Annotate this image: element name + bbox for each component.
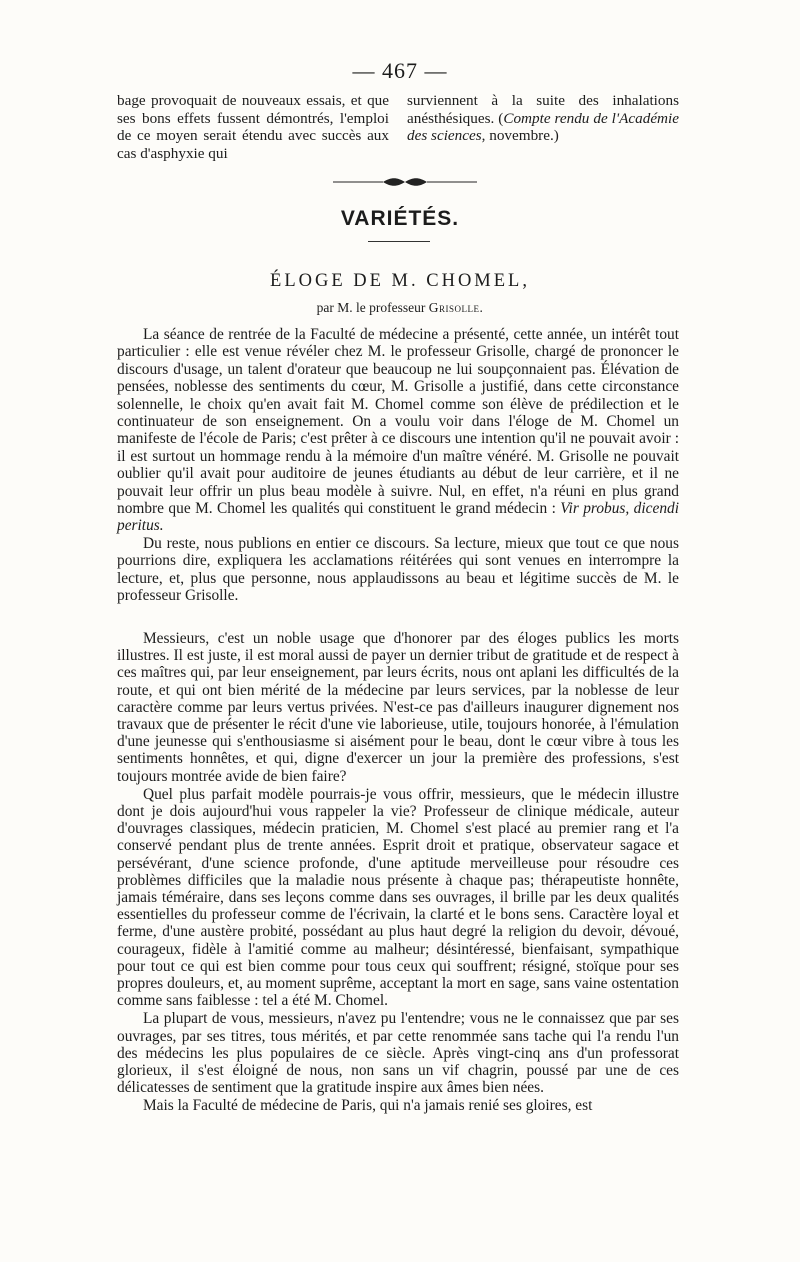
- left-column: [117, 92, 389, 162]
- byline-prefix: par M. le professeur: [316, 300, 426, 315]
- intro-paragraph: [117, 326, 679, 535]
- right-column-text: surviennent à la suite des inhalations anésthésiques. (: [407, 92, 679, 127]
- right-column-citation: Compte rendu de l'Académie des sciences: [407, 109, 679, 145]
- right-column-paragraph: [407, 92, 679, 145]
- intro-paragraph: Du reste, nous publions en entier ce discours. Sa lecture, mieux que tout ce que nous pourrions dire, expliquera les acclamations réitérées qui sont venues en interrompre la lecture, et, plus que personne, nous applaudissons au beau et légitime succès de M. le professeur Grisolle.: [117, 534, 679, 605]
- ornament-divider: [333, 175, 477, 189]
- continued-text-columns: [117, 92, 679, 162]
- byline-author: Grisolle.: [428, 300, 484, 315]
- latin-motto: Vir probus, dicendi peritus.: [117, 500, 679, 535]
- speech-paragraph: Messieurs, c'est un noble usage que d'honorer par des éloges publics les morts illustres. Il est juste, il est moral aussi de payer un dernier tribut de gratitude et de respect à ces maîtres qui, par leur enseignement, par leurs écrits, nous ont aplani les difficultés de la route, et qui ont bien mérité de la médecine par leurs services, par la noblesse de leur caractère comme par leurs vertus privées. N'est-ce pas d'ailleurs inaugurer dignement nos travaux que de présenter le récit d'une vie laborieuse, utile, toujours honorée, à l'émulation d'une jeunesse qui s'enthousiasme si aisément pour le beau, dont le cœur vibre à tous les sentiments honnêtes, et qui, digne d'exercer un jour la première des professions, s'est toujours montrée avide de bien faire?: [117, 630, 679, 785]
- left-column-text: bage provoquait de nouveaux essais, et que ses bons effets fussent démontrés, l'emploi de ce moyen serait étendu avec succès aux cas d'asphyxie qui: [117, 92, 389, 162]
- speech-paragraph: Mais la Faculté de médecine de Paris, qui n'a jamais renié ses gloires, est: [143, 1097, 593, 1115]
- speech-paragraph: Quel plus parfait modèle pourrais-je vous offrir, messieurs, que le médecin illustre dont je dois aujourd'hui vous rappeler la vie? Professeur de clinique médicale, auteur d'ouvrages classiques, médecin praticien, M. Chomel s'est placé au premier rang et l'a conservé pendant plus de trente années. Esprit droit et pratique, observateur sagace et persévérant, d'une science profonde, d'une aptitude merveilleuse pour résoudre ces problèmes difficiles que la maladie nous présente à chaque pas; thérapeutiste honnête, jamais téméraire, dans ses leçons comme dans ses ouvrages, il brille par les deux qualités essentielles du professeur comme de l'écrivain, la clarté et le bons sens. Caractère loyal et ferme, d'une austère probité, possédant au plus haut degré la religion du devoir, dévoué, courageux, fidèle à l'amitié comme au malheur; désintéressé, bienfaisant, sympathique pour tout ce qui est bien comme pour tous ceux qui souffrent; résigné, stoïque pour ses propres douleurs, et, au moment suprême, acceptant la mort en sage, sans vaine ostentation comme sans faiblesse : tel a été M. Chomel.: [117, 785, 679, 1010]
- speech-text: [117, 630, 679, 1116]
- title-rule: [368, 241, 430, 242]
- page-number: — 467 —: [352, 58, 448, 83]
- intro-paragraph-text: La séance de rentrée de la Faculté de médecine a présenté, cette année, un intérêt tout particulier : elle est venue révéler chez M. le professeur Grisolle, chargé de prononcer le discours d'usage, un talent d'orateur que beaucoup ne lui soupçonnaient pas. Élévation de pensées, noblesse des sentiments du cœur, M. Grisolle a justifié, dans cette circonstance solennelle, le choix qu'en avait fait M. Chomel comme son élève de prédilection et le continuateur de son enseignement. On a voulu voir dans l'éloge de M. Chomel un manifeste de l'école de Paris; c'est prêter à ce discours une intention qu'il ne pouvait avoir : il est surtout un hommage rendu à la mémoire d'un maître vénéré. M. Grisolle ne pouvait oublier qu'il avait pour auditoire de jeunes étudiants au début de leur carrière, et il ne pouvait leur offrir un plus beau modèle à suivre. Nul, en effet, n'a réuni en plus grand nombre que M. Chomel les qualités qui constituent le grand médecin :: [117, 326, 679, 518]
- intro-text: [117, 326, 679, 605]
- section-title: VARIÉTÉS.: [340, 207, 460, 230]
- right-column-end: , novembre.): [481, 127, 559, 145]
- speech-paragraph: La plupart de vous, messieurs, n'avez pu l'entendre; vous ne le connaissez que par ses ouvrages, par ses titres, tous mérités, et par cette renommée sans tache qui l'a rendu l'un des médecins les plus populaires de ce siècle. Après vingt-cinq ans d'un professorat glorieux, il s'est éloigné de nous, non sans un vif chagrin, poussé par une de ces délicatesses de sentiment que la gratitude inspire aux âmes bien nées.: [117, 1010, 679, 1097]
- article-title: ÉLOGE DE M. CHOMEL,: [270, 271, 530, 291]
- right-column: [407, 92, 679, 162]
- byline: [0, 300, 800, 316]
